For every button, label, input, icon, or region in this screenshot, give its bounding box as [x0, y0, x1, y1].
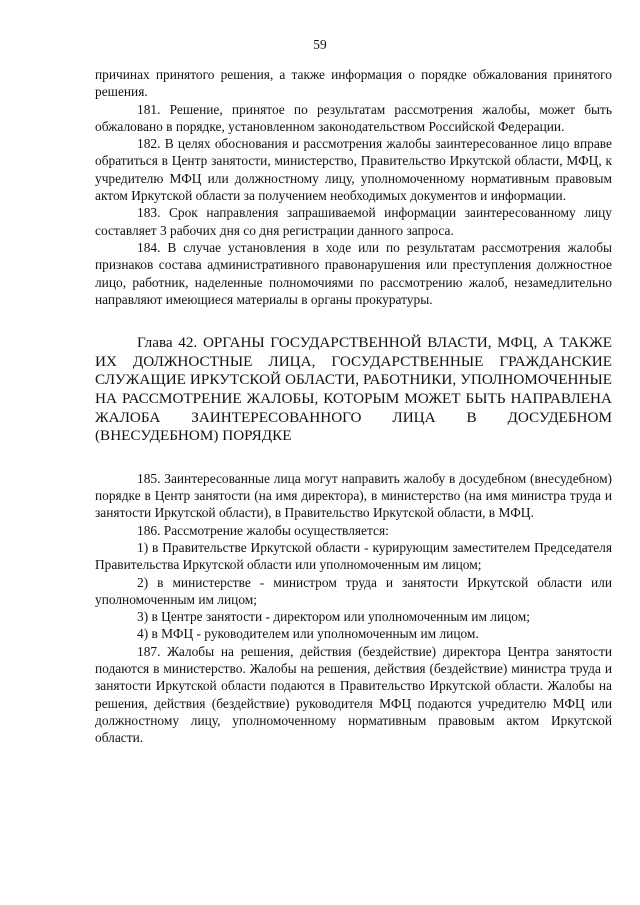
- paragraph-182: 182. В целях обоснования и рассмотрения жалобы заинтересованное лицо вправе обратиться в Центр занятости, министерство, Правительство Иркутской области, МФЦ, к учредителю МФЦ или должностному лицу, уполномоченному нормативным правовым актом Иркутской области за получением необходимых документов и информации.: [95, 136, 612, 204]
- paragraph-continuation: причинах принятого решения, а также информация о порядке обжалования принятого решения.: [95, 67, 612, 100]
- paragraph-187: 187. Жалобы на решения, действия (бездействие) директора Центра занятости подаются в министерство. Жалобы на решения, действия (бездействие) министра труда и занятости Иркутской области подаются в Правительство Иркутской области. Жалобы на решения, действия (бездействие) руководителя МФЦ подаются учредителю МФЦ или должностному лицу, уполномоченному нормативным правовым актом Иркутской области.: [95, 643, 612, 746]
- paragraph-185: 185. Заинтересованные лица могут направить жалобу в досудебном (внесудебном) порядке в Центр занятости (на имя директора), в министерство (на имя министра труда и занятости Иркутской области), в Правительство Иркутской области, в МФЦ.: [95, 470, 612, 521]
- paragraph-186: 186. Рассмотрение жалобы осуществляется:: [137, 522, 389, 538]
- list-item-3: 3) в Центре занятости - директором или уполномоченным им лицом;: [137, 609, 530, 625]
- page-number: 59: [313, 37, 327, 52]
- chapter-heading: Глава 42. ОРГАНЫ ГОСУДАРСТВЕННОЙ ВЛАСТИ, МФЦ, А ТАКЖЕ ИХ ДОЛЖНОСТНЫЕ ЛИЦА, ГОСУДАРСТВЕННЫЕ ГРАЖДАНСКИЕ СЛУЖАЩИЕ ИРКУТСКОЙ ОБЛАСТИ, РАБОТНИКИ, УПОЛНОМОЧЕННЫЕ НА РАССМОТРЕНИЕ ЖАЛОБЫ, КОТОРЫМ МОЖЕТ БЫТЬ НАПРАВЛЕНА ЖАЛОБА ЗАИНТЕРЕСОВАННОГО ЛИЦА В ДОСУДЕБНОМ (ВНЕСУДЕБНОМ) ПОРЯДКЕ: [95, 334, 612, 445]
- paragraph-184: 184. В случае установления в ходе или по результатам рассмотрения жалобы признаков состава административного правонарушения или преступления должностное лицо, работник, наделенные полномочиями по рассмотрению жалоб, незамедлительно направляют имеющиеся материалы в органы прокуратуры.: [95, 239, 612, 307]
- paragraph-181: 181. Решение, принятое по результатам рассмотрения жалобы, может быть обжаловано в порядке, установленном законодательством Российской Федерации.: [95, 101, 612, 134]
- list-item-2: 2) в министерстве - министром труда и занятости Иркутской области или уполномоченным им лицом;: [95, 574, 612, 607]
- list-item-1: 1) в Правительстве Иркутской области - курирующим заместителем Председателя Правительства Иркутской области или уполномоченным им лицом;: [95, 539, 612, 573]
- document-body: [95, 66, 612, 746]
- list-item-4: 4) в МФЦ - руководителем или уполномоченным им лицом.: [137, 626, 479, 642]
- paragraph-183: 183. Срок направления запрашиваемой информации заинтересованному лицу составляет 3 рабочих дня со дня регистрации данного запроса.: [95, 205, 612, 238]
